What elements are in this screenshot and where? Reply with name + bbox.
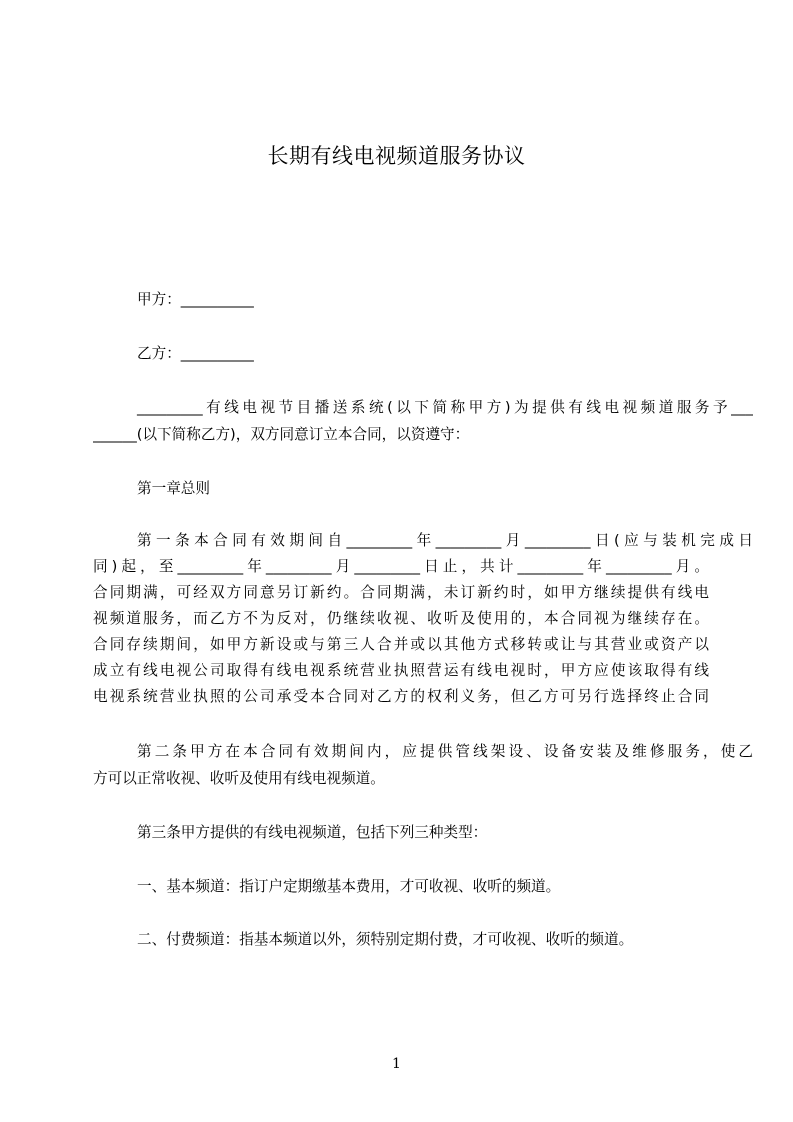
article-1-line-5: 合同存续期间，如甲方新设或与第三人合并或以其他方式移转或让与其营业或资产以	[93, 636, 709, 653]
article-1-line-3: 合同期满，可经双方同意另订新约。合同期满，未订新约时，如甲方继续提供有线电	[93, 584, 709, 601]
chapter-heading: 第一章总则	[137, 480, 210, 497]
article-2-line-1: 第二条甲方在本合同有效期间内，应提供管线架设、设备安装及维修服务，使乙	[137, 743, 753, 760]
article-3-heading: 第三条甲方提供的有线电视频道，包括下列三种类型：	[137, 824, 488, 841]
article-1-line-7: 电视系统营业执照的公司承受本合同对乙方的权利义务，但乙方可另行选择终止合同	[93, 688, 709, 705]
party-b-line: 乙方：__________	[137, 345, 254, 362]
article-1-line-1: 第一条本合同有效期间自_________年_________月_________日(应与装机完成日	[137, 532, 753, 549]
article-1-line-2: 同)起，至_________年_________月_________日止，共计_________年_________月。	[93, 558, 709, 575]
article-1-line-4: 视频道服务，而乙方不为反对，仍继续收视、收听及使用的，本合同视为继续存在。	[93, 610, 709, 627]
article-1-line-6: 成立有线电视公司取得有线电视系统营业执照营运有线电视时，甲方应使该取得有线	[93, 662, 709, 679]
preamble-line-2: ______(以下简称乙方)，双方同意订立本合同，以资遵守：	[93, 426, 470, 443]
list-item-paid-channel: 二、付费频道：指基本频道以外，须特别定期付费，才可收视、收听的频道。	[137, 931, 634, 948]
page-number: 1	[392, 1056, 401, 1072]
document-title: 长期有线电视频道服务协议	[267, 144, 526, 168]
preamble-line-1: _________有线电视节目播送系统(以下简称甲方)为提供有线电视频道服务予___	[137, 399, 753, 416]
article-2-line-2: 方可以正常收视、收听及使用有线电视频道。	[93, 770, 385, 787]
party-a-line: 甲方：__________	[137, 291, 254, 308]
list-item-basic-channel: 一、基本频道：指订户定期缴基本费用，才可收视、收听的频道。	[137, 878, 561, 895]
